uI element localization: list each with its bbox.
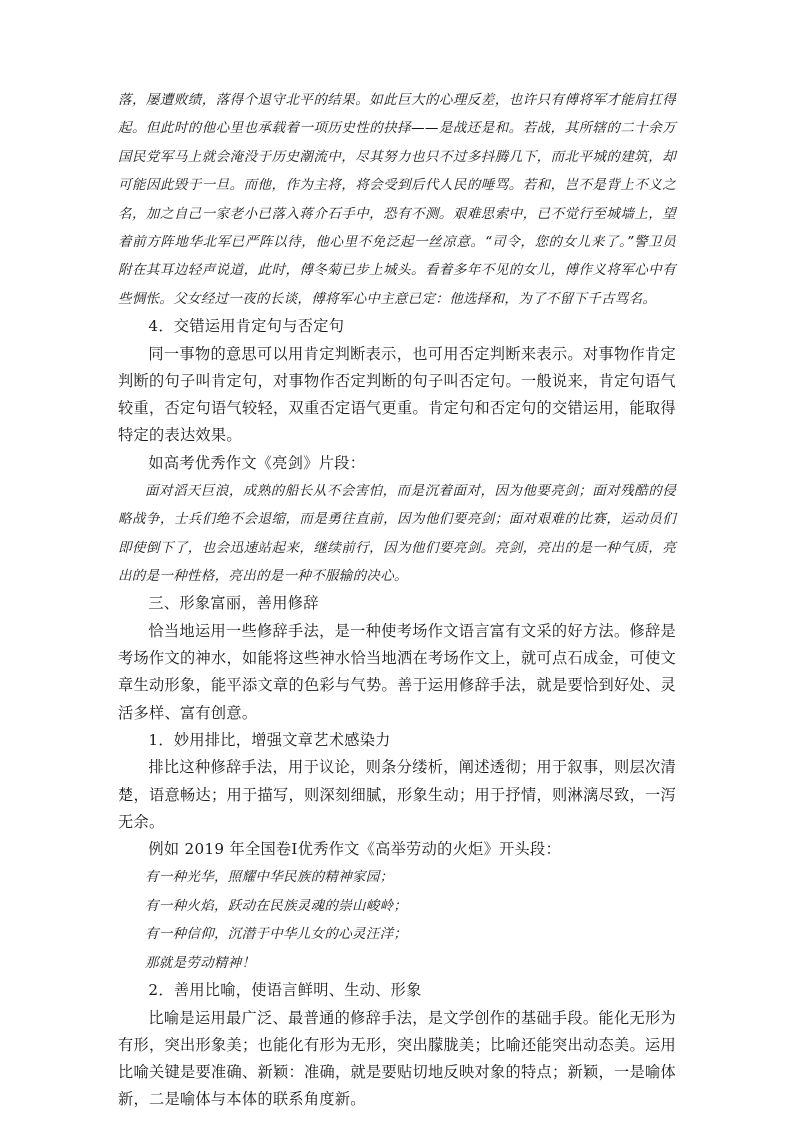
section-heading-rhetoric: 三、形象富丽，善用修辞 (148, 594, 319, 613)
paragraph-metaphor: 比喻是运用最广泛、最普通的修辞手法，是文学创作的基础手段。能化无形为有形，突出形象美；也能化有形为无形，突出朦胧美；比喻还能突出动态美。运用比喻关键是要准确、新颖：准确，就是要贴切地反映对象的特点；新颖，一是喻体新，二是喻体与本体的联系角度新。 (118, 1008, 676, 1109)
paragraph-affirmative-negative: 同一事物的意思可以用肯定判断表示，也可用否定判断来表示。对事物作肯定判断的句子叫肯定句，对事物作否定判断的句子叫否定句。一般说来，肯定句语气较重，否定句语气较轻，双重否定语气更重。肯定句和否定句的交错运用，能取得特定的表达效果。 (118, 344, 676, 445)
example-intro-labor-torch: 例如 2019 年全国卷Ⅰ优秀作文《高举劳动的火炬》开头段： (148, 840, 562, 859)
paragraph-parallelism: 排比这种修辞手法，用于议论，则条分缕析，阐述透彻；用于叙事，则层次清楚，语意畅达；用于描写，则深刻细腻，形象生动；用于抒情，则淋漓尽致，一泻无余。 (118, 758, 676, 831)
paragraph-rhetoric-intro: 恰当地运用一些修辞手法，是一种使考场作文语言富有文采的好方法。修辞是考场作文的神水，如能将这些神水恰当地洒在考场作文上，就可点石成金，可使文章生动形象，能平添文章的色彩与气势。善于运用修辞手法，就是要恰到好处、灵活多样、富有创意。 (118, 622, 676, 722)
quote-line-4: 那就是劳动精神！ (145, 954, 256, 971)
quote-paragraph-liangjian: 面对滔天巨浪，成熟的船长从不会害怕，而是沉着面对，因为他要亮剑；面对残酷的侵略战争，士兵们绝不会退缩，而是勇往直前，因为他们要亮剑；面对艰难的比赛，运动员们即使倒下了，也会迅速站起来，继续前行，因为他们要亮剑。亮剑，亮出的是一种气质，亮出的是一种性格，亮出的是一种不服输的决心。 (118, 482, 676, 585)
example-intro-liangjian: 如高考优秀作文《亮剑》片段： (148, 453, 366, 472)
quote-line-3: 有一种信仰，沉潜于中华儿女的心灵汪洋； (145, 926, 408, 943)
page-body (118, 86, 676, 1113)
quote-paragraph-fu-zuoyi: 落，屡遭败绩，落得个退守北平的结果。如此巨大的心理反差，也许只有傅将军才能肩扛得起。但此时的他心里也承载着一项历史性的抉择——是战还是和。若战，其所辖的二十余万国民党军马上就会淹没于历史潮流中，尽其努力也只不过多抖腾几下，而北平城的建筑，却可能因此毁于一旦。而他，作为主将，将会受到后代人民的唾骂。若和，岂不是背上不义之名，加之自己一家老小已落入蒋介石手中，恐有不测。艰难思索中，已不觉行至城墙上，望着前方阵地华北军已严阵以待，他心里不免泛起一丝凉意。“司令，您的女儿来了。”警卫员附在其耳边轻声说道，此时，傅冬菊已步上城头。看着多年不见的女儿，傅作义将军心中有些惆怅。父女经过一夜的长谈，傅将军心中主意已定：他选择和，为了不留下千古骂名。 (118, 92, 676, 307)
subheading-parallelism: 1．妙用排比，增强文章艺术感染力 (148, 730, 391, 749)
subheading-affirmative-negative: 4．交错运用肯定句与否定句 (148, 317, 345, 336)
quote-line-1: 有一种光华，照耀中华民族的精神家园； (145, 869, 394, 886)
quote-line-2: 有一种火焰，跃动在民族灵魂的崇山峻岭； (145, 897, 408, 914)
subheading-metaphor: 2．善用比喻，使语言鲜明、生动、形象 (148, 980, 422, 999)
